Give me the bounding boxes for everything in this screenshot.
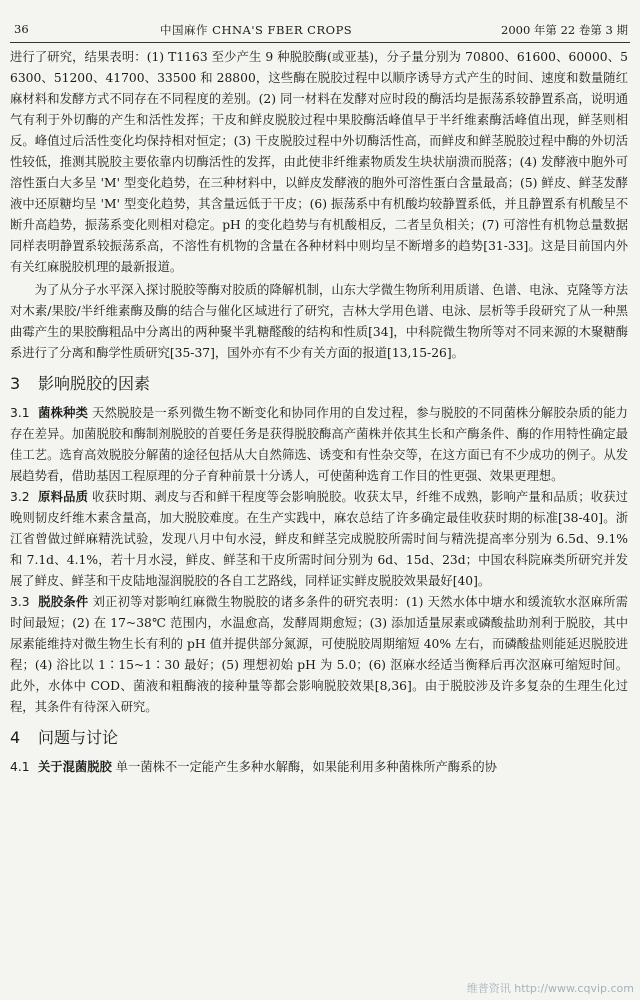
subsection-title-3-3: 脱胶条件: [38, 595, 89, 609]
subsection-title-4-1: 关于混菌脱胶: [38, 760, 112, 774]
article-body: [10, 47, 628, 778]
paragraph-4-1: 4.1 关于混菌脱胶 单一菌株不一定能产生多种水解酶，如果能利用多种菌株所产酶系的协: [10, 760, 497, 774]
subsection-title-3-2: 原料品质: [38, 490, 89, 504]
running-header: [10, 20, 630, 43]
watermark: 维普资讯 http://www.cqvip.com: [466, 982, 634, 995]
paragraph-results: 进行了研究，结果表明：(1) T1163 至少产生 9 种脱胶酶(或亚基)，分子量分别为 70800、61600、60000、56300、51200、41700、33500 和 28800，这些酶在脱胶过程中以顺序诱导方式产生的时间、速度和数量随红麻材料和发酵方式不同存在不同程度的差别。(2) 同一材料在发酵对应时段的酶活均是振荡系较静置系高，说明通气有利于外切酶的产生和活性发挥；干皮和鲜皮脱胶过程中果胶酶活峰值早于半纤维素酶活峰值出现，鲜茎则相反。峰值过后活性变化均保持相对恒定；(3) 干皮脱胶过程中外切酶活性高，而鲜皮和鲜茎脱胶过程中酶的外切活性较低，推测其脱胶主要依靠内切酶活性的发挥，由此使非纤维素物质发生块状崩溃而脱落；(4) 发酵液中胞外可溶性蛋白大多呈 'M' 型变化趋势，在三种材料中，以鲜皮发酵液的胞外可溶性蛋白含量最高；(5) 鲜皮、鲜茎发酵液中还原糖均呈 'M' 型变化趋势，其含量远低于干皮；(6) 振荡系中有机酸均较静置系低，并且静置系有机酸呈不断升高趋势，振荡系变化则相对稳定。pH 的变化趋势与有机酸相反，二者呈负相关；(7) 可溶性有机物总量数据同样表明静置系较振荡系高，不溶性有机物的含量在各种材料中则均呈不断增多的趋势[31-33]。这是目前国内外有关红麻脱胶机理的最新报道。: [10, 50, 628, 274]
issue-info: 2000 年第 22 卷第 3 期: [501, 23, 628, 37]
paragraph-3-2: 3.2 原料品质 收获时期、剥皮与否和鲜干程度等会影响脱胶。收获太早，纤维不成熟，影响产量和品质；收获过晚则韧皮纤维木素含量高，加大脱胶难度。在生产实践中，麻农总结了许多确定最佳收获时期的标准[38-40]。浙江省曾做过鲜麻精洗试验，发现八月中旬水浸，鲜皮和鲜茎完成脱胶所需时间与精洗提高率分别为 6.5d、9.1% 和 7.1d、4.1%，若十月水浸，鲜皮、鲜茎和干皮所需时间分别为 6d、15d、23d；中国农科院麻类所研究并发展了鲜皮、鲜茎和干皮陆地湿润脱胶的各自工艺路线，同样证实鲜皮脱胶效果最好[40]。: [10, 490, 628, 588]
subsection-title-3-1: 菌株种类: [38, 406, 89, 420]
paragraph-3-1: 3.1 菌株种类 天然脱胶是一系列微生物不断变化和协同作用的自发过程，参与脱胶的不同菌株分解胶杂质的能力存在差异。加菌脱胶和酶制剂脱胶的首要任务是获得脱胶酶高产菌株并依其生长和产酶条件、酶的作用特性确定最佳工艺。选育高效脱胶分解菌的途径包括从大自然筛选、诱变和有性杂交等，在这方面已有不少成功的例子。从发展趋势看，借助基因工程原理的分子育种前景十分诱人，可使菌种选育工作目的性更强、效果更理想。: [10, 406, 628, 483]
paragraph-3-3: 3.3 脱胶条件 刘正初等对影响红麻微生物脱胶的诸多条件的研究表明：(1) 天然水体中塘水和缓流软水沤麻所需时间最短；(2) 在 17~38℃ 范围内，水温愈高，发酵周期愈短；(3) 添加适量尿素或磷酸盐助剂利于脱胶，其中尿素能维持对微生物生长有利的 pH 值并提供部分氮源，可使脱胶周期缩短 40% 左右，而磷酸盐则能延迟脱胶进程；(4) 浴比以 1∶15~1∶30 最好；(5) 理想初始 pH 为 5.0；(6) 沤麻水经适当衡释后再次沤麻可缩短时间。此外，水体中 COD、菌液和粗酶液的接种量等都会影响脱胶效果[8,36]。由于脱胶涉及许多复杂的生理生化过程，其条件有待深入研究。: [10, 595, 628, 714]
journal-title: 中国麻作 CHNA'S FBER CROPS: [160, 23, 353, 37]
section-heading-3: 3 影响脱胶的因素: [10, 374, 151, 393]
page-number: 36: [14, 22, 29, 36]
section-heading-4: 4 问题与讨论: [10, 728, 119, 747]
paragraph-molecular-research: 为了从分子水平深入探讨脱胶等酶对胶质的降解机制，山东大学微生物所利用质谱、色谱、电泳、克隆等方法对木素/果胶/半纤维素酶及酶的结合与催化区域进行了研究，吉林大学用色谱、电泳、层析等手段研究了从一种黑曲霉产生的果胶酶粗品中分离出的两种聚半乳糖醛酸的结构和性质[34]，中科院微生物所等对不同来源的木聚糖酶系进行了分离和酶学性质研究[35-37]，国外亦有不少有关方面的报道[13,15-26]。: [10, 283, 628, 360]
